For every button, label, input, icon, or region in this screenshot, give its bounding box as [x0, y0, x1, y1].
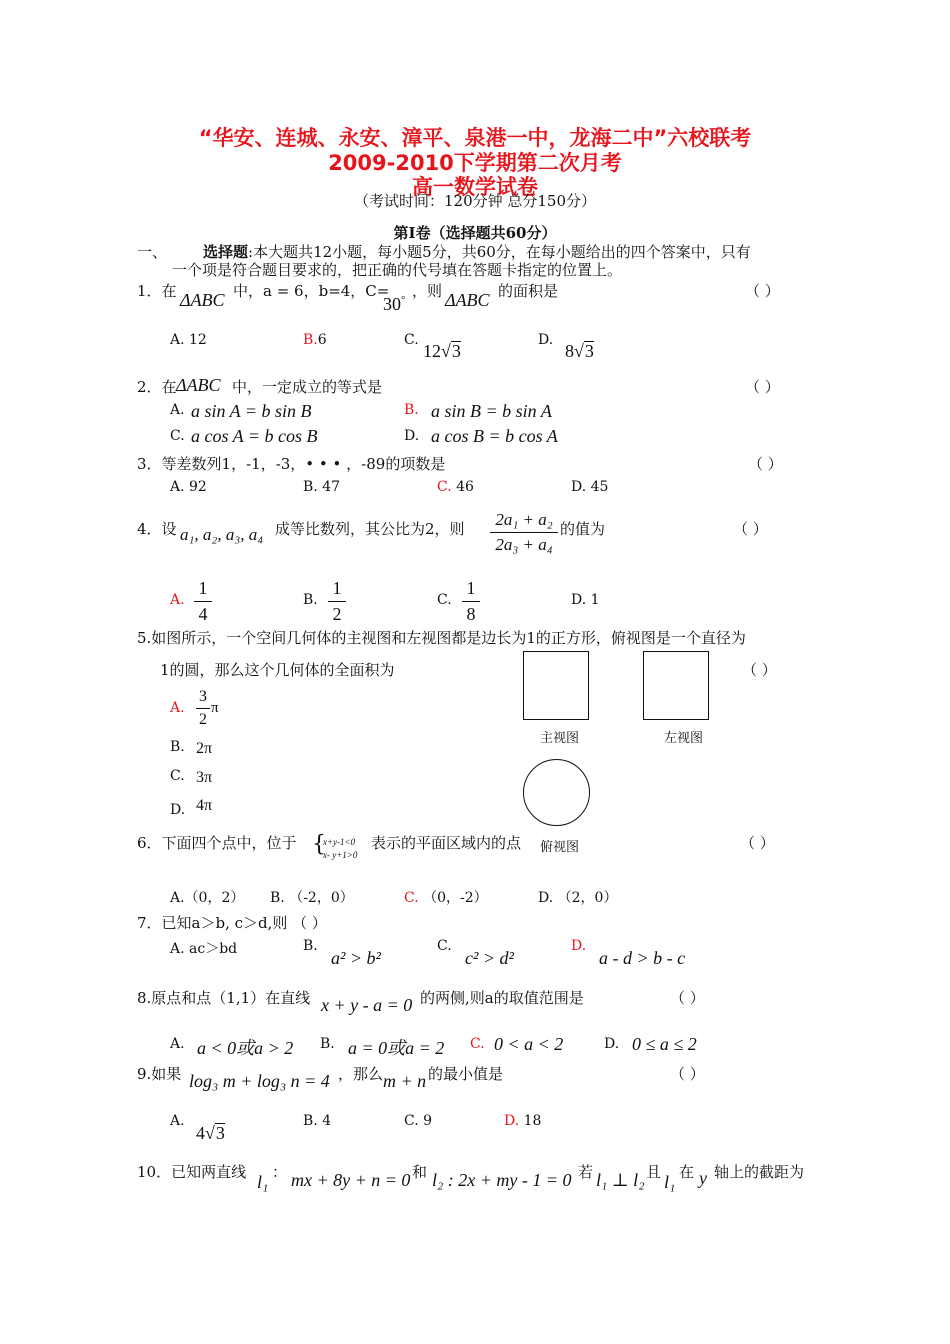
q10-line1-label: l₁ [257, 1172, 269, 1192]
q5-answer-blank[interactable]: （ ） [742, 661, 777, 679]
q9-then: ，那么 [338, 1065, 384, 1083]
q10-tail: 轴上的截距为 [714, 1163, 805, 1181]
q1-triangle: ΔABC [180, 290, 225, 310]
q5-option-a-label: A. [170, 700, 185, 716]
q10-line2-equation: l₂ : 2x + my - 1 = 0 [432, 1170, 572, 1190]
q1-answer-blank[interactable]: （ ） [745, 282, 780, 300]
exam-title: 高一数学试卷 [412, 175, 538, 199]
q2-answer-blank[interactable]: （ ） [745, 378, 780, 396]
q10-perpendicular: l₁ ⊥ l₂ [596, 1170, 645, 1190]
q1-option-d-label: D. [538, 332, 554, 348]
q7-option-b-label: B. [303, 938, 318, 954]
q8-option-a-label: A. [170, 1036, 185, 1052]
q1-option-b[interactable]: B.6 [303, 332, 327, 348]
q9-option-c[interactable]: C. 9 [404, 1113, 433, 1129]
q8-option-d-label: D. [604, 1036, 620, 1052]
q7-option-c[interactable]: c² > d² [465, 948, 514, 968]
q10-if: 若 [578, 1163, 594, 1181]
q2-option-b-label: B. [404, 402, 419, 418]
q9-prefix: 9.如果 [137, 1065, 182, 1083]
q1-option-a[interactable]: A. 12 [170, 332, 207, 348]
q8-option-d[interactable]: 0 ≤ a ≤ 2 [632, 1034, 697, 1054]
q9-ask: 的最小值是 [428, 1065, 504, 1083]
side-view-label: 左视图 [664, 731, 704, 746]
section-bold-label: 选择题 [203, 243, 249, 261]
q2-ask: 中，一定成立的等式是 [232, 378, 383, 396]
q1-option-d[interactable]: 8√3 [565, 341, 594, 361]
q1-prefix: 1．在 [137, 282, 177, 300]
q10-in: 在 [679, 1163, 695, 1181]
q1-option-c[interactable]: 12√3 [423, 341, 461, 361]
q1-triangle-2: ΔABC [445, 290, 490, 310]
q4-prefix: 4．设 [137, 520, 177, 538]
q10-line1-label-b: l₁ [664, 1172, 676, 1192]
q8-option-a[interactable]: a < 0或a > 2 [197, 1038, 294, 1058]
q2-option-b[interactable]: a sin B = b sin A [431, 401, 552, 421]
q5-option-c[interactable]: 3π [196, 769, 213, 786]
section-instructions-line2: 一个项是符合题目要求的，把正确的代号填在答题卡指定的位置上。 [172, 261, 623, 279]
q2-prefix: 2．在 [137, 378, 177, 396]
q9-expression: m + n [383, 1071, 427, 1091]
q4-given: 成等比数列，其公比为2，则 [275, 520, 465, 538]
q8-option-c-label: C. [470, 1036, 485, 1052]
q9-option-a-label: A. [170, 1113, 185, 1129]
q9-option-a[interactable]: 4√3 [196, 1123, 225, 1143]
section-title: 第Ⅰ卷（选择题共60分） [393, 224, 557, 242]
q2-option-d-label: D. [404, 428, 420, 444]
q6-inequality-1: x+y-1<0 [323, 837, 356, 847]
q2-option-c-label: C. [170, 428, 185, 444]
q6-answer-blank[interactable]: （ ） [740, 834, 775, 852]
front-view-label: 主视图 [540, 731, 580, 746]
q5-option-c-label: C. [170, 768, 185, 784]
q4-answer-blank[interactable]: （ ） [733, 520, 768, 538]
q3-option-b[interactable]: B. 47 [303, 479, 341, 495]
q7-option-c-label: C. [437, 938, 452, 954]
q10-line1-equation: mx + 8y + n = 0 [291, 1170, 411, 1190]
q5-option-b-label: B. [170, 739, 185, 755]
q6-option-c[interactable]: C. （0，-2） [404, 890, 488, 906]
q6-prefix: 6．下面四个点中，位于 [137, 834, 297, 852]
q10-and: 和 [412, 1163, 428, 1181]
front-view-square [523, 651, 589, 720]
q5-option-d-label: D. [170, 802, 186, 818]
q4-sequence: a₁, a₂, a₃, a₄ [180, 525, 264, 544]
q5-option-a-pi: π [211, 700, 219, 716]
q1-angle: 30° [383, 294, 406, 314]
q9-option-d[interactable]: D. 18 [504, 1113, 542, 1129]
section-instructions: 选择题:本大题共12小题，每小题5分，共60分，在每小题给出的四个答案中，只有 [203, 243, 751, 261]
q7-option-d[interactable]: a - d > b - c [599, 948, 686, 968]
q4-option-b-label: B. [303, 592, 318, 608]
q6-option-d[interactable]: D. （2，0） [538, 890, 618, 906]
q5-option-b[interactable]: 2π [196, 740, 213, 757]
q8-ask: 的两侧,则a的取值范围是 [420, 989, 584, 1007]
q6-ask: 表示的平面区域内的点 [371, 834, 522, 852]
q2-option-a[interactable]: a sin A = b sin B [191, 401, 312, 421]
q5-option-a[interactable]: 3 2 [196, 688, 210, 729]
q6-brace: { [312, 832, 326, 857]
top-view-circle [523, 759, 590, 826]
q8-option-b[interactable]: a = 0或a = 2 [348, 1038, 445, 1058]
q4-option-a[interactable]: 1 4 [194, 578, 212, 625]
q5-option-d[interactable]: 4π [196, 797, 213, 814]
q8-prefix: 8.原点和点（1,1）在直线 [137, 989, 311, 1007]
q4-option-d[interactable]: D. 1 [571, 592, 600, 608]
q6-option-a[interactable]: A.（0，2） [170, 890, 245, 906]
q8-answer-blank[interactable]: （ ） [670, 989, 705, 1007]
q2-option-d[interactable]: a cos B = b cos A [431, 426, 558, 446]
q1-then: ，则 [412, 282, 443, 300]
exam-header-line1: “华安、连城、永安、漳平、泉港一中，龙海二中”六校联考 [198, 126, 752, 150]
q9-answer-blank[interactable]: （ ） [670, 1065, 705, 1083]
q5-text-line1: 5.如图所示，一个空间几何体的主视图和左视图都是边长为1的正方形，俯视图是一个直径为 [137, 629, 746, 647]
q6-option-b[interactable]: B. （-2，0） [270, 890, 354, 906]
q9-equation: log₃ m + log₃ n = 4 [189, 1071, 330, 1091]
q2-triangle: ΔABC [176, 375, 221, 395]
q6-inequality-2: x- y+1>0 [323, 850, 358, 860]
q10-and2: 且 [646, 1163, 662, 1181]
q4-ask: 的值为 [560, 520, 606, 538]
q2-option-c[interactable]: a cos A = b cos B [191, 426, 318, 446]
q3-answer-blank[interactable]: （ ） [748, 455, 783, 473]
exam-header-line2: 2009-2010下学期第二次月考 [328, 151, 622, 175]
q4-expression: 2a₁ + a₂ 2a₃ + a₄ [490, 510, 558, 555]
q3-option-d[interactable]: D. 45 [571, 479, 609, 495]
exam-time-info: （考试时间：120分钟 总分150分） [353, 192, 597, 210]
q8-line-equation: x + y - a = 0 [321, 995, 413, 1015]
q3-text: 3．等差数列1，-1，-3，• • • ，-89的项数是 [137, 455, 446, 473]
q8-option-c[interactable]: 0 < a < 2 [494, 1034, 564, 1054]
q1-ask: 的面积是 [498, 282, 559, 300]
q4-option-b[interactable]: 1 2 [328, 578, 346, 625]
q7-option-a[interactable]: A. ac＞bd [170, 941, 238, 957]
section-number: 一、 [137, 243, 168, 261]
q7-option-b[interactable]: a² > b² [331, 948, 381, 968]
q4-option-c[interactable]: 1 8 [462, 578, 480, 625]
q1-given: 中，a = 6，b=4，C= [233, 282, 390, 300]
q4-option-a-label: A. [170, 592, 185, 608]
q8-option-b-label: B. [320, 1036, 335, 1052]
q3-option-a[interactable]: A. 92 [170, 479, 207, 495]
q2-option-a-label: A. [170, 402, 185, 418]
side-view-square [643, 651, 709, 720]
top-view-label: 俯视图 [540, 840, 580, 855]
q1-option-c-label: C. [404, 332, 419, 348]
q10-prefix: 10．已知两直线 [137, 1163, 247, 1181]
q7-text: 7．已知a＞b, c＞d,则 （ ） [137, 914, 327, 932]
q5-text-line2: 1的圆，那么这个几何体的全面积为 [160, 661, 395, 679]
q3-option-c[interactable]: C. 46 [437, 479, 474, 495]
q10-colon: ： [272, 1163, 288, 1181]
q4-option-c-label: C. [437, 592, 452, 608]
q9-option-b[interactable]: B. 4 [303, 1113, 332, 1129]
q10-y: y [699, 1168, 707, 1188]
q7-option-d-label: D. [571, 938, 587, 954]
